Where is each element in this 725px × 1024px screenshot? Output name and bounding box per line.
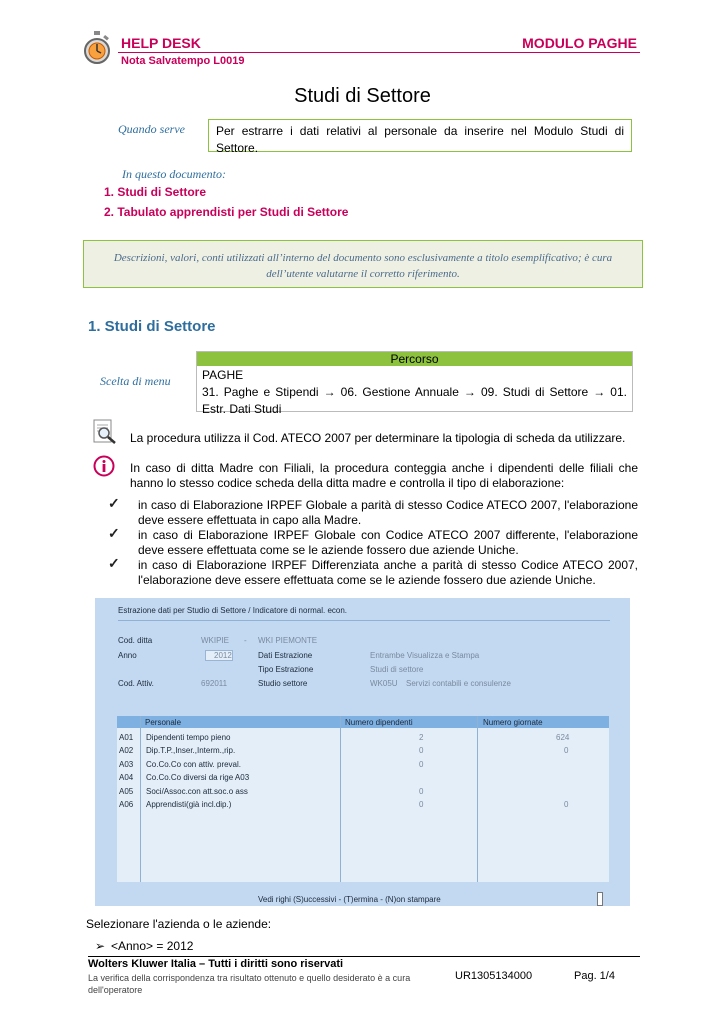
row-dipendenti: 2 [419,733,424,742]
column-separator [477,716,478,882]
anno-label: Anno [118,651,137,660]
help-desk-title: HELP DESK [121,35,201,51]
row-code: A01 [119,733,134,742]
row-code: A04 [119,773,134,782]
toc-link-studi-di-settore[interactable]: 1. Studi di Settore [104,185,207,199]
screen-title: Estrazione dati per Studio di Settore / Indicatore di normal. econ. [118,606,348,615]
screen-footer-prompt: Vedi righi (S)uccessivi - (T)ermina - (N)on stampare [258,895,441,904]
row-dipendenti: 0 [419,760,424,769]
checkmark-icon: ✓ [108,555,120,571]
quando-serve-box: Per estrarre i dati relativi al personale da inserire nel Modulo Studi di Settore. [208,119,632,152]
row-code: A05 [119,787,134,796]
dati-estrazione-value[interactable]: Entrambe Visualizza e Stampa [370,651,480,660]
cod-ditta-value[interactable]: WKIPIE [201,636,230,645]
footer-company: Wolters Kluwer Italia – Tutti i diritti sono riservati [88,958,344,970]
col-header-numero-dipendenti: Numero dipendenti [345,718,413,727]
column-separator [140,716,141,882]
row-giornate: 624 [556,733,570,742]
arrow-bullet-icon: ➢ [95,939,106,953]
row-code: A02 [119,746,134,755]
filiali-paragraph: In caso di ditta Madre con Filiali, la procedura conteggia anche i dipendenti delle filiali che hanno lo stesso codice scheda della ditta madre e controlla il tipo di elaborazione: [130,461,638,490]
percorso-box [196,351,633,416]
row-desc: Soci/Assoc.con att.soc.o ass [146,787,248,796]
anno-bullet [95,939,193,953]
anno-bullet-text: <Anno> = 2012 [111,939,194,953]
disclaimer-box: Descrizioni, valori, conti utilizzati all’interno del documento sono esclusivamente a titolo esemplificativo; è cura dell’utente valutarne il corretto riferimento. [83,240,643,288]
row-dipendenti: 0 [419,746,424,755]
footer-disclaimer: La verifica della corrispondenza tra risultato ottenuto e quello desiderato è a cura dell'operatore [88,973,411,995]
col-header-personale: Personale [145,718,182,727]
tipo-estrazione-label: Tipo Estrazione [258,665,314,674]
row-code: A06 [119,800,134,809]
footer-doc-code: UR1305134000 [455,970,533,982]
row-giornate: 0 [564,800,569,809]
toc-link-tabulato-apprendisti[interactable]: 2. Tabulato apprendisti per Studi di Settore [104,205,349,219]
cod-ditta-name: WKI PIEMONTE [258,636,318,645]
row-giornate: 0 [564,746,569,755]
in-questo-documento-label: In questo documento: [122,167,226,181]
footer-divider [88,956,640,957]
cod-attiv-value: 692011 [201,679,228,688]
screen-title-divider [118,620,610,621]
percorso-header: Percorso [197,352,632,366]
bullet-text: in caso di Elaborazione IRPEF Differenziata anche a parità di stesso Codice ATECO 2007, l'elaborazione deve essere effettuata come se le aziende fossero due aziende Uniche. [138,558,638,587]
info-icon [93,455,115,477]
anno-value: 2012 [214,651,232,660]
module-title: MODULO PAGHE [522,35,637,51]
row-desc: Dipendenti tempo pieno [146,733,231,742]
percorso-line-2: 31. Paghe e Stipendi → 06. Gestione Annuale → 09. Studi di Settore → 01. Estr. Dati Studi [202,385,627,416]
checkmark-icon: ✓ [108,525,120,541]
section-heading: 1. Studi di Settore [88,318,216,335]
row-dipendenti: 0 [419,800,424,809]
bullet-irpef-globale-differente [108,525,638,558]
row-desc: Apprendisti(già incl.dip.) [146,800,232,809]
header-divider [118,52,640,53]
bullet-irpef-differenziata [108,555,638,588]
bullet-text: in caso di Elaborazione IRPEF Globale con Codice ATECO 2007 differente, l'elaborazione deve essere effettuata come se le aziende fossero due aziende Uniche. [138,528,638,557]
row-code: A03 [119,760,134,769]
bullet-irpef-globale-stesso [108,495,638,528]
cod-ditta-separator: - [244,636,247,645]
checkmark-icon: ✓ [108,495,120,511]
scelta-di-menu-label: Scelta di menu [100,374,171,388]
quando-serve-label: Quando serve [118,122,185,136]
magnifier-document-icon [91,419,119,445]
select-companies-text: Selezionare l'azienda o le aziende: [86,917,272,931]
row-desc: Co.Co.Co con attiv. preval. [146,760,242,769]
cod-attiv-label: Cod. Attiv. [118,679,154,688]
cod-ditta-label: Cod. ditta [118,636,153,645]
tipo-estrazione-value[interactable]: Studi di settore [370,665,424,674]
studio-settore-desc: Servizi contabili e consulenze [406,679,511,688]
row-dipendenti: 0 [419,787,424,796]
studio-settore-code: WK05U [370,679,398,688]
studio-settore-label: Studio settore [258,679,308,688]
note-subtitle: Nota Salvatempo L0019 [121,55,245,67]
dati-estrazione-label: Dati Estrazione [258,651,313,660]
footer-page-number: Pag. 1/4 [574,970,615,982]
percorso-body [197,366,632,419]
row-desc: Dip.T.P.,Inser.,Interm.,rip. [146,746,236,755]
column-separator [340,716,341,882]
row-desc: Co.Co.Co diversi da rige A03 [146,773,250,782]
page-title: Studi di Settore [294,85,431,107]
input-cursor-box[interactable] [597,892,603,906]
ateco-paragraph: La procedura utilizza il Cod. ATECO 2007 per determinare la tipologia di scheda da utilizzare. [130,431,626,445]
stopwatch-logo-icon [82,30,112,66]
bullet-text: in caso di Elaborazione IRPEF Globale a parità di stesso Codice ATECO 2007, l'elaborazione deve essere effettuata in capo alla Madre. [138,498,638,527]
col-header-numero-giornate: Numero giornate [483,718,543,727]
percorso-line-1: PAGHE [202,368,244,382]
